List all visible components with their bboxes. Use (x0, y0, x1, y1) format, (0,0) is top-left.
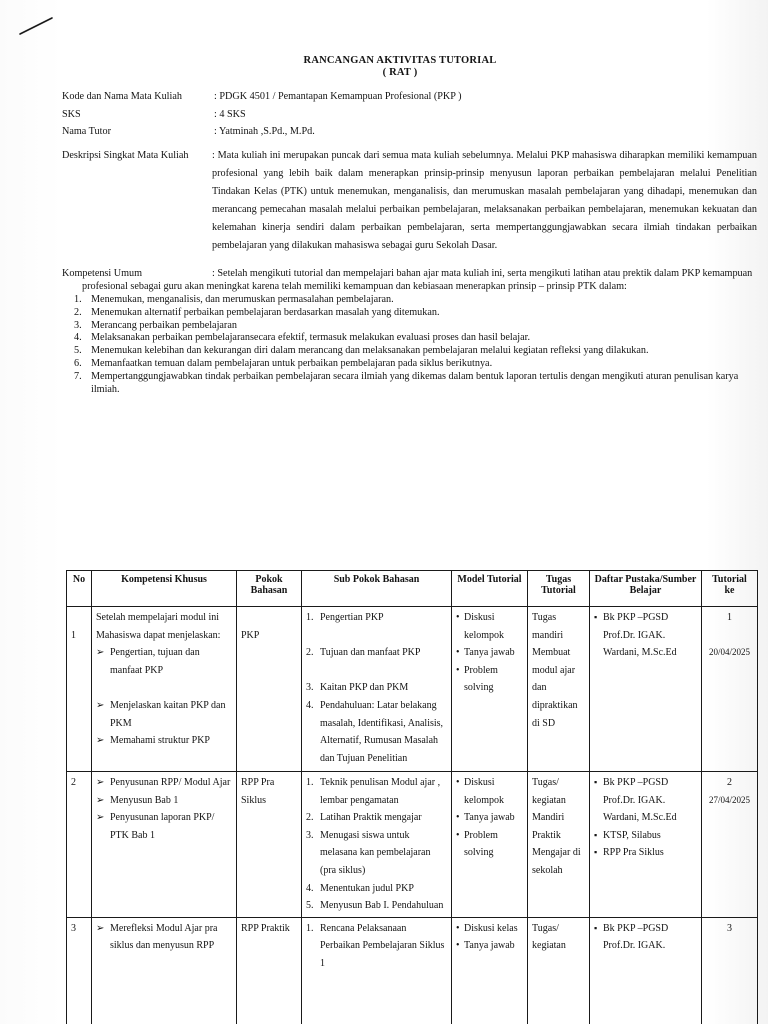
header-sub: Sub Pokok Bahasan (302, 571, 452, 607)
meta-value: : Yatminah ,S.Pd., M.Pd. (214, 126, 315, 137)
cell-daftar: ▪ Bk PKP –PGSD Prof.Dr. IGAK. (590, 917, 702, 1024)
cell-model: • Diskusi kelompok • Tanya jawab • Problem solving (452, 772, 528, 918)
document-subtitle: ( RAT ) (382, 67, 418, 78)
description-label: Deskripsi Singkat Mata Kuliah (62, 150, 189, 161)
header-daftar: Daftar Pustaka/Sumber Belajar (590, 571, 702, 607)
cell-daftar: ▪ Bk PKP –PGSD Prof.Dr. IGAK. Wardani, M.Sc.Ed (590, 607, 702, 772)
meta-label: Kode dan Nama Mata Kuliah (62, 91, 182, 102)
cell-kompetensi: Setelah mempelajari modul ini Mahasiswa dapat menjelaskan: ➢ Pengertian, tujuan dan manfaat PKP ➢ Menjelaskan kaitan PKP dan PKM ➢ Memahami struktur PKP (92, 607, 237, 772)
cell-sub: 1. Pengertian PKP 2. Tujuan dan manfaat PKP 3. Kaitan PKP dan PKM 4. Pendahuluan: Latar belakang masalah, Identifikasi, Analisis, Alternatif, Rumusan Masalah dan Tujuan Penelitian (302, 607, 452, 772)
header-pokok: Pokok Bahasan (237, 571, 302, 607)
list-item: 2. Menemukan alternatif perbaikan pembelajaran berdasarkan masalah yang ditemukan. (74, 306, 440, 318)
cell-pokok: RPP Pra Siklus (237, 772, 302, 918)
meta-label: SKS (62, 109, 81, 120)
table-row (67, 607, 758, 772)
cell-sub: 1. Teknik penulisan Modul ajar , lembar pengamatan 2. Latihan Praktik mengajar 3. Menugasi siswa untuk melasana kan pembelajaran (pra siklus) 4. Menentukan judul PKP 5. Menyusun Bab I. Pendahuluan (302, 772, 452, 918)
pen-stroke-mark (16, 16, 54, 46)
table-row (67, 772, 758, 918)
header-tutorial: Tutorial ke (702, 571, 758, 607)
cell-model: • Diskusi kelas • Tanya jawab (452, 917, 528, 1024)
cell-tugas: Tugas mandiri Membuat modul ajar dan dipraktikan di SD (528, 607, 590, 772)
list-item: 6. Memanfaatkan temuan dalam pembelajaran untuk perbaikan pembelajaran pada siklus berikutnya. (74, 357, 493, 369)
cell-tugas: Tugas/ kegiatan (528, 917, 590, 1024)
cell-no: 2 (67, 772, 92, 918)
kompetensi-umum-line1: : Setelah mengikuti tutorial dan mempelajari bahan ajar mata kuliah ini, serta mengikuti latihan atau prektik dalam PKP kemampuan (212, 268, 753, 279)
header-tugas: Tugas Tutorial (528, 571, 590, 607)
header-no: No (67, 571, 92, 607)
meta-value: : PDGK 4501 / Pemantapan Kemampuan Profesional (PKP ) (214, 91, 462, 102)
description-text: : Mata kuliah ini merupakan puncak dari semua mata kuliah sebelumnya. Melalui PKP mahasiswa diharapkan memiliki kemampuan profesional yang lebih baik dalam menerapkan prinsip-prinsip menyusun laporan perbaikan pembelajaran melalui Penelitian Tindakan Kelas (PTK) untuk menemukan, menganalisis, dan merumuskan masalah pembelajaran yang dihadapi, menemukan dan merancang pemecahan masalah melalui perbaikan pembelajaran, melaksanakan perbaikan pembelajaran, menemukan kekuatan dan kelemahan kinerja sendiri dalam perbaikan pembelajaran, serta mempertanggungjawabkan secara ilmiah tindakan perbaikan pembelajaran yang dilakukan mahasiswa sebagai guru Sekolah Dasar. (212, 150, 757, 251)
meta-value: : 4 SKS (214, 109, 246, 120)
kompetensi-umum-label: Kompetensi Umum (62, 268, 143, 279)
table-row (67, 917, 758, 1024)
list-item: 3. Merancang perbaikan pembelajaran (74, 319, 237, 331)
list-item: 1. Menemukan, menganalisis, dan merumuskan permasalahan pembelajaran. (74, 294, 394, 305)
table-header-row (67, 571, 758, 607)
cell-model: • Diskusi kelompok • Tanya jawab • Problem solving (452, 607, 528, 772)
cell-sub: 1. Rencana Pelaksanaan Perbaikan Pembelajaran Siklus 1 (302, 917, 452, 1024)
header-kompetensi: Kompetensi Khusus (92, 571, 237, 607)
list-item: 5. Menemukan kelebihan dan kekurangan diri dalam merancang dan melaksanakan pembelajaran melalui kegiatan refleksi yang dilakukan. (74, 345, 649, 357)
meta-label: Nama Tutor (62, 126, 111, 137)
cell-tutorial: 1 20/04/2025 (702, 607, 758, 772)
cell-tutorial: 2 27/04/2025 (702, 772, 758, 918)
header-model: Model Tutorial (452, 571, 528, 607)
cell-pokok: RPP Praktik (237, 917, 302, 1024)
cell-kompetensi: ➢ Penyusunan RPP/ Modul Ajar ➢ Menyusun Bab 1 ➢ Penyusunan laporan PKP/ PTK Bab 1 (92, 772, 237, 918)
document-title: RANCANGAN AKTIVITAS TUTORIAL (303, 55, 497, 66)
cell-tutorial: 3 (702, 917, 758, 1024)
list-item: 7. Mempertanggungjawabkan tindak perbaikan pembelajaran secara ilmiah yang dikemas dalam bentuk laporan tertulis dengan mengikuti aturan penulisan karya ilmiah. (74, 370, 739, 395)
cell-kompetensi: ➢ Merefleksi Modul Ajar pra siklus dan menyusun RPP (92, 917, 237, 1024)
cell-tugas: Tugas/ kegiatan Mandiri Praktik Mengajar di sekolah (528, 772, 590, 918)
cell-no: 3 (67, 917, 92, 1024)
kompetensi-list (74, 294, 764, 396)
cell-no: 1 (67, 607, 92, 772)
list-item: 4. Melaksanakan perbaikan pembelajaransecara efektif, termasuk melakukan evaluasi proses dan hasil belajar. (74, 332, 531, 344)
kompetensi-umum-line2: profesional sebagai guru akan meningkat karena telah memiliki kemampuan dan kebiasaan menerapkan prinsip – prinsip PTK dalam: (82, 281, 627, 292)
cell-daftar: ▪ Bk PKP –PGSD Prof.Dr. IGAK. Wardani, M.Sc.Ed ▪ KTSP, Silabus ▪ RPP Pra Siklus (590, 772, 702, 918)
cell-pokok: PKP (237, 607, 302, 772)
rat-table (66, 570, 758, 1024)
